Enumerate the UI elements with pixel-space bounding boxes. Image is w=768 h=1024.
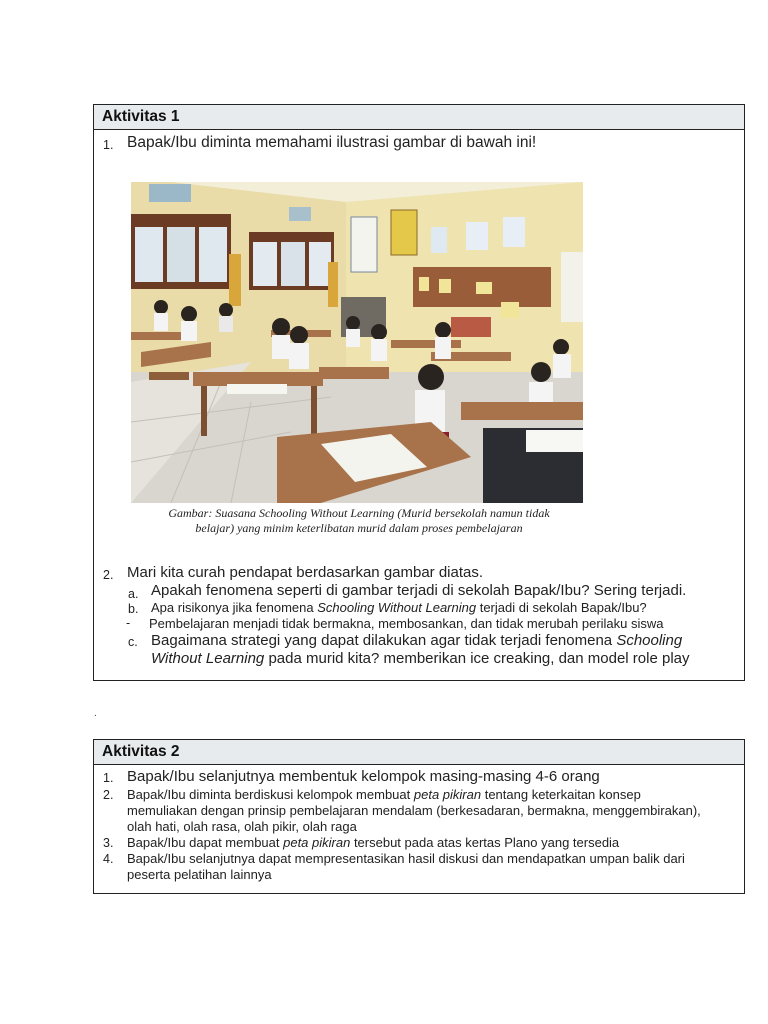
a2-item-3-number: 3. <box>103 836 114 850</box>
classroom-photo <box>131 182 583 503</box>
a2-item-1-number: 1. <box>103 771 114 785</box>
activity-2-title: Aktivitas 2 <box>94 740 744 765</box>
a2-item-2-pre: Bapak/Ibu diminta berdiskusi kelompok membuat <box>127 787 414 802</box>
sub-dash-label: - <box>126 616 131 630</box>
sub-c-line-2 <box>151 650 690 668</box>
item-2-text: Mari kita curah pendapat berdasarkan gambar diatas. <box>127 564 484 581</box>
a2-item-1-text: Bapak/Ibu selanjutnya membentuk kelompok masing-masing 4-6 orang <box>127 768 600 785</box>
item-2-number: 2. <box>103 568 114 582</box>
item-1-text: Bapak/Ibu diminta memahami ilustrasi gambar di bawah ini! <box>127 134 537 151</box>
separator-dot: . <box>94 708 97 719</box>
sub-a-text: Apakah fenomena seperti di gambar terjadi di sekolah Bapak/Ibu? Sering terjadi. <box>151 582 687 599</box>
sub-c-emphasis-2: Without Learning <box>151 650 265 667</box>
sub-c-label: c. <box>128 635 138 649</box>
sub-b-pre: Apa risikonya jika fenomena <box>151 600 318 615</box>
photo-caption-line-1: Gambar: Suasana Schooling Without Learning (Murid bersekolah namun tidak <box>168 506 550 520</box>
sub-c-post: pada murid kita? memberikan ice creaking, dan model role play <box>264 650 690 667</box>
activity-1-title: Aktivitas 1 <box>94 105 744 130</box>
sub-c-line-1 <box>151 632 682 650</box>
sub-a-label: a. <box>128 587 139 601</box>
sub-b-text <box>151 599 647 616</box>
a2-item-2-number: 2. <box>103 788 114 802</box>
a2-item-3-pre: Bapak/Ibu dapat membuat <box>127 835 284 850</box>
a2-item-2-emphasis: peta pikiran <box>413 787 482 802</box>
activity-2-box <box>93 739 745 894</box>
a2-item-3-post: tersebut pada atas kertas Plano yang tersedia <box>350 835 620 850</box>
a2-item-2-line-3: olah hati, olah rasa, olah pikir, olah raga <box>127 819 357 834</box>
a2-item-2-line-2: memuliakan dengan prinsip pembelajaran mendalam (berkesadaran, bermakna, menggembirakan), <box>127 803 701 818</box>
item-1-number: 1. <box>103 138 114 152</box>
sub-b-post: terjadi di sekolah Bapak/Ibu? <box>476 600 647 615</box>
sub-b-label: b. <box>128 602 139 616</box>
sub-c-pre: Bagaimana strategi yang dapat dilakukan agar tidak terjadi fenomena <box>151 632 617 649</box>
a2-item-3-emphasis: peta pikiran <box>283 835 351 850</box>
sub-b-emphasis: Schooling Without Learning <box>317 600 477 615</box>
a2-item-4-number: 4. <box>103 852 114 866</box>
activity-1-box <box>93 104 745 681</box>
photo-caption-line-2: belajar) yang minim keterlibatan murid dalam proses pembelajaran <box>195 521 523 535</box>
sub-dash-text: Pembelajaran menjadi tidak bermakna, membosankan, dan tidak merubah perilaku siswa <box>149 616 664 631</box>
a2-item-2-post: tentang keterkaitan konsep <box>481 787 641 802</box>
a2-item-3-text <box>127 834 619 851</box>
sub-c-emphasis-1: Schooling <box>616 632 683 649</box>
a2-item-2-line-1 <box>127 786 641 803</box>
a2-item-4-line-2: peserta pelatihan lainnya <box>127 867 272 882</box>
a2-item-4-line-1: Bapak/Ibu selanjutnya dapat mempresentasikan hasil diskusi dan mendapatkan umpan balik dari <box>127 851 685 866</box>
